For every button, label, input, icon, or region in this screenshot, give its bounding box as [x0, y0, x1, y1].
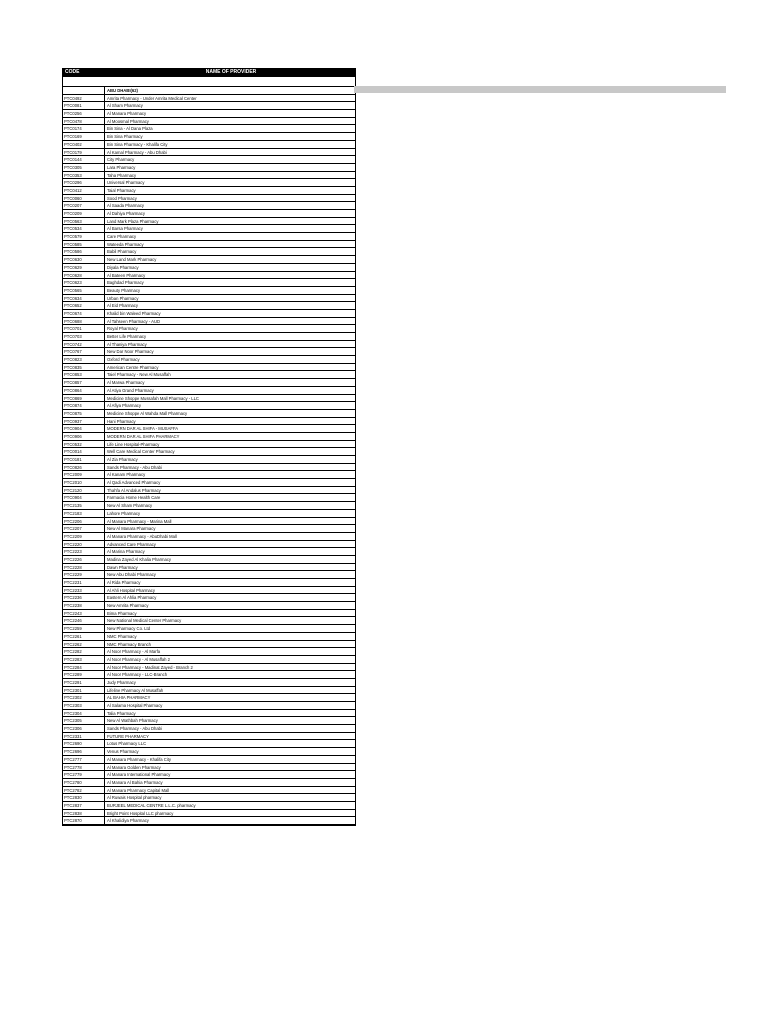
- provider-name-cell: Baghdad Pharmacy: [107, 280, 144, 286]
- table-row: [63, 348, 355, 356]
- provider-name-cell: Advanced Care Pharmacy: [107, 541, 156, 547]
- provider-name-cell: FUTURE PHARMACY: [107, 733, 149, 739]
- provider-code-cell: PTC2303: [63, 702, 105, 709]
- provider-name-cell: Lotus Pharmacy LLC: [107, 741, 147, 747]
- table-row: [63, 279, 355, 287]
- region-row: [63, 87, 355, 95]
- provider-name-cell: Al Afiya Pharmacy: [107, 403, 141, 409]
- provider-name-cell: Al Atiya Grand Pharmacy: [107, 387, 154, 393]
- table-row: [63, 664, 355, 672]
- provider-name-cell: Al Rida Pharmacy: [107, 580, 141, 585]
- table-row: [63, 456, 355, 464]
- provider-name-cell: New Al Sham Pharmacy: [107, 503, 153, 509]
- table-row: [63, 179, 355, 187]
- provider-name-cell: Sood Pharmacy: [107, 195, 137, 201]
- table-row: [63, 733, 355, 741]
- provider-name-cell: Al Sham Pharmacy: [107, 103, 143, 109]
- name-column-header: NAME OF PROVIDER: [205, 69, 257, 75]
- table-row: [63, 679, 355, 687]
- table-row: [63, 671, 355, 679]
- table-row: [63, 195, 355, 203]
- table-row: [63, 779, 355, 787]
- provider-code-cell: PTC0688: [63, 318, 105, 325]
- provider-name-cell: Al Marina Pharmacy: [107, 549, 145, 555]
- provider-name-cell: Royal Pharmacy: [107, 326, 138, 332]
- table-row: [63, 295, 355, 303]
- provider-code-cell: PTC2302: [63, 694, 105, 701]
- provider-name-cell: New Amrita Pharmacy: [107, 603, 149, 609]
- provider-name-cell: Al Kamal Pharmacy - Abu Dhabi: [107, 149, 167, 155]
- provider-code-cell: PTC0305: [63, 164, 105, 171]
- provider-name-cell: Life Line Hospital-Pharmacy: [107, 441, 160, 447]
- table-row: [63, 402, 355, 410]
- table-row: [63, 464, 355, 472]
- table-row: [63, 541, 355, 549]
- table-row: [63, 802, 355, 810]
- provider-code-cell: PTC0869: [63, 395, 105, 402]
- table-row: [63, 641, 355, 649]
- provider-code-cell: PTC0652: [63, 302, 105, 309]
- provider-name-cell: Oxford Pharmacy: [107, 357, 140, 363]
- provider-name-cell: Al Khalidiya Pharmacy: [107, 818, 149, 824]
- provider-name-cell: Al Qadi Advanced Pharmacy: [107, 480, 161, 486]
- provider-code-cell: PTC2246: [63, 617, 105, 624]
- provider-name-cell: Al Noor Pharmacy - LLC-Branch: [107, 672, 168, 678]
- table-row: [63, 379, 355, 387]
- provider-code-cell: PTC0296: [63, 179, 105, 186]
- table-row: [63, 533, 355, 541]
- table-row: [63, 225, 355, 233]
- provider-name-cell: Al Manara Pharmacy - Marina Mall: [107, 518, 172, 524]
- provider-name-cell: Bima Pharmacy: [107, 610, 137, 616]
- provider-name-cell: Land Mark Plaza Pharmacy: [107, 218, 159, 224]
- provider-name-cell: Lahore Pharmacy: [107, 510, 141, 516]
- provider-name-cell: Al Manara Pharmacy - Khalifa City: [107, 756, 171, 762]
- provider-code-cell: PTC2223: [63, 548, 105, 555]
- table-row: [63, 318, 355, 326]
- provider-code-cell: PTC2870: [63, 817, 105, 824]
- provider-name-cell: Farmacia Home Health Care: [107, 495, 161, 501]
- table-row: [63, 395, 355, 403]
- provider-code-cell: PTC2696: [63, 748, 105, 755]
- provider-code-cell: PTC2838: [63, 810, 105, 817]
- provider-name-cell: Al Saada Pharmacy: [107, 203, 145, 209]
- table-row: [63, 110, 355, 118]
- provider-code-cell: PTC2228: [63, 564, 105, 571]
- provider-name-cell: Universal Pharmacy: [107, 180, 145, 186]
- table-row: [63, 764, 355, 772]
- provider-name-cell: City Pharmacy: [107, 157, 135, 163]
- provider-name-cell: Bin Sina - Al Dana Plaza: [107, 126, 153, 132]
- provider-code-cell: PTC2206: [63, 518, 105, 525]
- provider-code-cell: PTC0412: [63, 187, 105, 194]
- table-row: [63, 548, 355, 556]
- provider-name-cell: Amrita Pharmacy - Under Amrita Medical Center: [107, 95, 197, 101]
- table-row: [63, 579, 355, 587]
- table-row: [63, 287, 355, 295]
- provider-code-cell: PTC0353: [63, 172, 105, 179]
- provider-name-cell: Lara Pharmacy: [107, 164, 136, 170]
- table-row: [63, 248, 355, 256]
- provider-code-cell: PTC2331: [63, 733, 105, 740]
- provider-name-cell: Al Manara Al Bahia Pharmacy: [107, 779, 163, 785]
- provider-code-cell: PTC2690: [63, 740, 105, 747]
- provider-code-cell: PTC0563: [63, 218, 105, 225]
- provider-table: [62, 68, 356, 826]
- provider-name-cell: Babil Pharmacy: [107, 249, 137, 255]
- provider-code-cell: PTC0181: [63, 456, 105, 463]
- provider-name-cell: Bright Point Hospital LLC pharmacy: [107, 810, 174, 816]
- provider-name-cell: BURJEEL MEDICAL CENTRE L.L.C. pharmacy: [107, 802, 196, 808]
- table-row: [63, 156, 355, 164]
- provider-name-cell: Al Ahli Hospital Pharmacy: [107, 587, 155, 593]
- provider-code-cell: PTC2207: [63, 525, 105, 532]
- provider-name-cell: Al Manara Pharmacy: [107, 111, 147, 117]
- provider-code-cell: PTC0174: [63, 125, 105, 132]
- provider-name-cell: Talia Pharmacy: [107, 710, 136, 716]
- table-row: [63, 518, 355, 526]
- provider-name-cell: Thahfa Al Andalus Pharmacy: [107, 487, 161, 493]
- provider-code-cell: PTC0857: [63, 379, 105, 386]
- table-row: [63, 564, 355, 572]
- provider-name-cell: Lifeline Pharmacy Al Musaffah: [107, 687, 164, 693]
- provider-name-cell: Taiel Pharmacy - New Al Musaffah: [107, 372, 171, 378]
- provider-code-cell: PTC2259: [63, 625, 105, 632]
- table-row: [63, 748, 355, 756]
- blank-row: [63, 77, 355, 87]
- provider-name-cell: Madina Zayed Al Khalia Pharmacy: [107, 556, 172, 562]
- provider-name-cell: Diyala Pharmacy: [107, 264, 139, 270]
- provider-name-cell: AL BAHIA PHARMACY: [107, 695, 151, 701]
- table-row: [63, 787, 355, 795]
- provider-code-cell: PTC2261: [63, 633, 105, 640]
- provider-name-cell: Al Marwa Pharmacy: [107, 380, 145, 386]
- provider-name-cell: NMC Pharmacy: [107, 633, 137, 639]
- provider-code-cell: PTC0014: [63, 448, 105, 455]
- provider-code-cell: PTC0179: [63, 149, 105, 156]
- provider-name-cell: Al Noor Pharmacy - Madinat Zayed - Branch 2: [107, 664, 193, 670]
- table-row: [63, 487, 355, 495]
- provider-name-cell: Eastern Al Ahlia Pharmacy: [107, 595, 157, 601]
- provider-code-cell: PTC2291: [63, 679, 105, 686]
- table-row: [63, 310, 355, 318]
- table-row: [63, 610, 355, 618]
- provider-code-cell: PTC0081: [63, 102, 105, 109]
- provider-code-cell: PTC2226: [63, 556, 105, 563]
- table-row: [63, 333, 355, 341]
- provider-code-cell: PTC0703: [63, 333, 105, 340]
- table-row: [63, 687, 355, 695]
- table-row: [63, 587, 355, 595]
- table-row: [63, 710, 355, 718]
- provider-name-cell: Khalid bin Waleed Pharmacy: [107, 310, 161, 316]
- table-row: [63, 656, 355, 664]
- table-row: [63, 556, 355, 564]
- provider-name-cell: Al Bateen Pharmacy: [107, 272, 146, 278]
- provider-code-cell: PTC0579: [63, 233, 105, 240]
- table-row: [63, 341, 355, 349]
- provider-name-cell: Taial Pharmacy: [107, 187, 136, 193]
- provider-name-cell: Urban Pharmacy: [107, 295, 139, 301]
- table-row: [63, 125, 355, 133]
- table-row: [63, 172, 355, 180]
- provider-name-cell: Al Salama Hospital Pharmacy: [107, 703, 163, 708]
- provider-code-cell: PTC2780: [63, 779, 105, 786]
- provider-name-cell: New Abu Dhabi Pharmacy: [107, 572, 156, 578]
- provider-code-cell: PTC2777: [63, 756, 105, 763]
- provider-name-cell: Al Manara Pharmacy Capital Mall: [107, 787, 170, 793]
- provider-name-cell: Better Life Pharmacy: [107, 334, 147, 339]
- provider-name-cell: Dawn Pharmacy: [107, 564, 138, 570]
- provider-code-cell: PTC0209: [63, 210, 105, 217]
- provider-name-cell: Well Care Medical Center Pharmacy: [107, 449, 175, 455]
- provider-name-cell: Wateeda Pharmacy: [107, 241, 144, 247]
- table-row: [63, 272, 355, 280]
- provider-name-cell: Al Noor Pharmacy - Al Musaffah 2: [107, 656, 170, 662]
- provider-code-cell: PTC0674: [63, 310, 105, 317]
- provider-code-cell: PTC2779: [63, 771, 105, 778]
- provider-name-cell: Al Moosmal Pharmacy: [107, 118, 149, 124]
- provider-code-cell: PTC0874: [63, 402, 105, 409]
- table-row: [63, 410, 355, 418]
- table-row: [63, 694, 355, 702]
- provider-name-cell: New Al Wathbah Pharmacy: [107, 718, 158, 724]
- provider-name-cell: Hani Pharmacy: [107, 418, 136, 424]
- provider-code-cell: PTC0402: [63, 141, 105, 148]
- provider-code-cell: PTC0937: [63, 418, 105, 425]
- provider-code-cell: PTC0701: [63, 325, 105, 332]
- table-row: [63, 187, 355, 195]
- provider-name-cell: MODERN DAR AL SHIFA PHARMACY: [107, 433, 180, 439]
- provider-name-cell: Medicine Shoppe Al Wahda Mall Pharmacy: [107, 410, 188, 416]
- provider-code-cell: PTC2135: [63, 502, 105, 509]
- provider-name-cell: Venus Pharmacy: [107, 749, 139, 755]
- provider-code-cell: PTC2305: [63, 717, 105, 724]
- table-row: [63, 118, 355, 126]
- provider-code-cell: PTC2262: [63, 641, 105, 648]
- provider-name-cell: Al Ruwais Hospital pharmacy: [107, 795, 162, 801]
- table-row: [63, 371, 355, 379]
- provider-name-cell: New Pharmacy Co. Ltd: [107, 626, 151, 632]
- table-row: [63, 95, 355, 103]
- table-row: [63, 133, 355, 141]
- provider-code-cell: PTC0630: [63, 256, 105, 263]
- provider-name-cell: Bin Sina Pharmacy - Khalifa City: [107, 141, 168, 147]
- table-row: [63, 364, 355, 372]
- table-body: [63, 95, 355, 825]
- provider-name-cell: Sands Pharmacy - Abu Dhabi: [107, 726, 162, 732]
- provider-code-cell: PTC0492: [63, 95, 105, 102]
- table-row: [63, 494, 355, 502]
- provider-code-cell: PTC0853: [63, 371, 105, 378]
- provider-name-cell: New Al Manara Pharmacy: [107, 526, 156, 532]
- provider-code-cell: PTC2220: [63, 541, 105, 548]
- provider-code-cell: PTC0144: [63, 156, 105, 163]
- provider-name-cell: Care Pharmacy: [107, 234, 137, 240]
- table-row: [63, 141, 355, 149]
- provider-name-cell: American Centre Pharmacy: [107, 364, 159, 370]
- provider-code-cell: PTC2238: [63, 602, 105, 609]
- table-row: [63, 510, 355, 518]
- table-row: [63, 771, 355, 779]
- provider-name-cell: New Land Mark Pharmacy: [107, 257, 157, 263]
- table-row: [63, 264, 355, 272]
- provider-code-cell: PTC2183: [63, 510, 105, 517]
- table-row: [63, 502, 355, 510]
- table-row: [63, 594, 355, 602]
- provider-code-cell: PTC0623: [63, 279, 105, 286]
- provider-name-cell: Al Manara Pharmacy - AbuDhabi Mall: [107, 533, 177, 539]
- provider-code-cell: PTC0478: [63, 118, 105, 125]
- provider-code-cell: PTC2289: [63, 671, 105, 678]
- provider-code-cell: PTC0207: [63, 202, 105, 209]
- provider-name-cell: New Dar Noor Pharmacy: [107, 349, 154, 355]
- provider-name-cell: NMC Pharmacy Branch: [107, 641, 151, 647]
- table-row: [63, 356, 355, 364]
- table-row: [63, 794, 355, 802]
- table-row: [63, 625, 355, 633]
- provider-code-cell: PTC2120: [63, 487, 105, 494]
- provider-name-cell: Judy Pharmacy: [107, 679, 136, 685]
- table-row: [63, 633, 355, 641]
- provider-code-cell: PTC0904: [63, 494, 105, 501]
- provider-code-cell: PTC0532: [63, 441, 105, 448]
- table-row: [63, 602, 355, 610]
- table-row: [63, 164, 355, 172]
- provider-code-cell: PTC0864: [63, 387, 105, 394]
- table-row: [63, 571, 355, 579]
- region-code-cell: [63, 87, 105, 94]
- table-row: [63, 810, 355, 818]
- gray-fill-bar: [354, 86, 726, 93]
- table-row: [63, 725, 355, 733]
- table-row: [63, 717, 355, 725]
- provider-code-cell: PTC2229: [63, 571, 105, 578]
- provider-code-cell: PTC0826: [63, 464, 105, 471]
- table-row: [63, 525, 355, 533]
- provider-code-cell: PTC0586: [63, 248, 105, 255]
- provider-name-cell: Al Eid Pharmacy: [107, 303, 138, 309]
- provider-code-cell: PTC2306: [63, 725, 105, 732]
- provider-code-cell: PTC0904: [63, 425, 105, 432]
- region-name-cell: ABU DHABI(62): [107, 88, 138, 93]
- provider-code-cell: PTC2282: [63, 648, 105, 655]
- provider-name-cell: Al Tahseen Pharmacy - AUD: [107, 318, 160, 324]
- table-row: [63, 241, 355, 249]
- table-row: [63, 149, 355, 157]
- provider-name-cell: Beauty Pharmacy: [107, 287, 141, 293]
- provider-code-cell: PTC0565: [63, 287, 105, 294]
- provider-code-cell: PTC2233: [63, 587, 105, 594]
- table-row: [63, 418, 355, 426]
- provider-code-cell: PTC0823: [63, 356, 105, 363]
- table-row: [63, 202, 355, 210]
- provider-name-cell: Al Zia Pharmacy: [107, 457, 138, 462]
- provider-name-cell: Medicine Shoppe Mussafah Mall Pharmacy - LLC: [107, 395, 199, 401]
- provider-code-cell: PTC0835: [63, 364, 105, 371]
- provider-code-cell: PTC0534: [63, 225, 105, 232]
- table-row: [63, 302, 355, 310]
- provider-name-cell: Al Dahiya Pharmacy: [107, 211, 145, 216]
- provider-name-cell: Al Manara Golden Pharmacy: [107, 764, 161, 770]
- provider-code-cell: PTC0060: [63, 195, 105, 202]
- table-row: [63, 702, 355, 710]
- table-row: [63, 479, 355, 487]
- provider-code-cell: PTC2010: [63, 479, 105, 486]
- provider-code-cell: PTC2837: [63, 802, 105, 809]
- code-column-header: CODE: [65, 69, 80, 75]
- provider-code-cell: PTC2009: [63, 471, 105, 478]
- provider-name-cell: Sands Pharmacy - Abu Dhabi: [107, 464, 162, 470]
- provider-name-cell: Al Noor Pharmacy - Al Marfa: [107, 649, 161, 655]
- table-row: [63, 448, 355, 456]
- table-row: [63, 210, 355, 218]
- provider-code-cell: PTC0629: [63, 264, 105, 271]
- table-row: [63, 102, 355, 110]
- provider-code-cell: PTC2231: [63, 579, 105, 586]
- provider-name-cell: Al Manara International Pharmacy: [107, 772, 171, 778]
- provider-code-cell: PTC0906: [63, 433, 105, 440]
- table-row: [63, 233, 355, 241]
- provider-code-cell: PTC2782: [63, 787, 105, 794]
- table-row: [63, 256, 355, 264]
- table-row: [63, 756, 355, 764]
- provider-code-cell: PTC2209: [63, 533, 105, 540]
- table-header: [63, 68, 355, 77]
- table-row: [63, 740, 355, 748]
- table-row: [63, 617, 355, 625]
- provider-name-cell: New National Medical Center Pharmacy: [107, 618, 182, 624]
- table-row: [63, 218, 355, 226]
- provider-name-cell: Al Kanam Pharmacy: [107, 472, 146, 478]
- provider-name-cell: Bin Sina Pharmacy: [107, 134, 143, 140]
- provider-name-cell: Taha Pharmacy: [107, 172, 137, 178]
- table-row: [63, 387, 355, 395]
- provider-code-cell: PTC0169: [63, 133, 105, 140]
- provider-code-cell: PTC0634: [63, 295, 105, 302]
- table-row: [63, 648, 355, 656]
- provider-code-cell: PTC2236: [63, 594, 105, 601]
- provider-code-cell: PTC2304: [63, 710, 105, 717]
- table-row: [63, 817, 355, 825]
- table-row: [63, 471, 355, 479]
- provider-code-cell: PTC0742: [63, 341, 105, 348]
- provider-name-cell: Al Barsa Pharmacy: [107, 226, 143, 232]
- provider-code-cell: PTC2301: [63, 687, 105, 694]
- provider-code-cell: PTC0875: [63, 410, 105, 417]
- provider-name-cell: MODERN DAR AL SHIFA - MUSAFFA: [107, 426, 179, 432]
- provider-code-cell: PTC2830: [63, 794, 105, 801]
- provider-code-cell: PTC2778: [63, 764, 105, 771]
- provider-name-cell: Al Thaniya Pharmacy: [107, 341, 147, 347]
- provider-code-cell: PTC2284: [63, 664, 105, 671]
- provider-code-cell: PTC2283: [63, 656, 105, 663]
- provider-code-cell: PTC2243: [63, 610, 105, 617]
- table-row: [63, 325, 355, 333]
- table-row: [63, 433, 355, 441]
- provider-code-cell: PTC0767: [63, 348, 105, 355]
- provider-code-cell: PTC0585: [63, 241, 105, 248]
- table-row: [63, 441, 355, 449]
- provider-code-cell: PTC0256: [63, 110, 105, 117]
- provider-code-cell: PTC0628: [63, 272, 105, 279]
- table-row: [63, 425, 355, 433]
